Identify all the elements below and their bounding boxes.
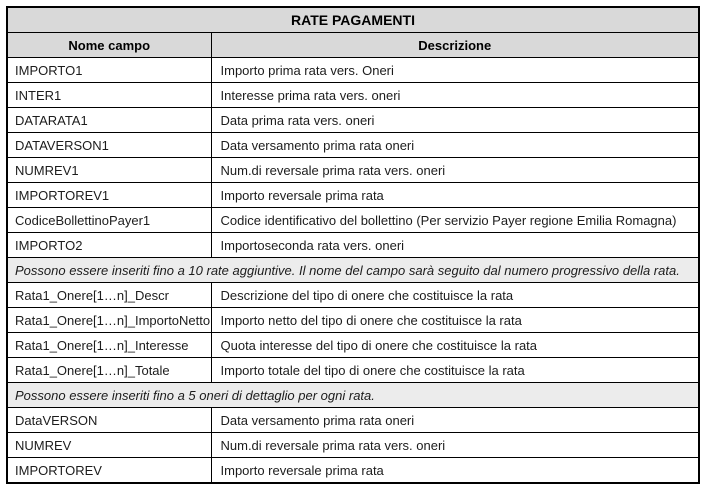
field-description-cell: Importo prima rata vers. Oneri: [211, 58, 699, 83]
table-body: [7, 58, 699, 484]
column-header-row: [7, 33, 699, 58]
field-description-cell: Quota interesse del tipo di onere che costituisce la rata: [211, 333, 699, 358]
column-header-nome-campo: Nome campo: [7, 33, 211, 58]
field-description-cell: Num.di reversale prima rata vers. oneri: [211, 158, 699, 183]
field-name-cell: Rata1_Onere[1…n]_Totale: [7, 358, 211, 383]
field-name-cell: DATARATA1: [7, 108, 211, 133]
table-row: [7, 158, 699, 183]
field-description-cell: Data versamento prima rata oneri: [211, 133, 699, 158]
field-name-cell: Rata1_Onere[1…n]_Descr: [7, 283, 211, 308]
column-header-descrizione: Descrizione: [211, 33, 699, 58]
note-text: Possono essere inseriti fino a 5 oneri di dettaglio per ogni rata.: [7, 383, 699, 408]
field-description-cell: Codice identificativo del bollettino (Per servizio Payer regione Emilia Romagna): [211, 208, 699, 233]
field-name-cell: IMPORTO1: [7, 58, 211, 83]
field-name-cell: IMPORTO2: [7, 233, 211, 258]
field-name-cell: NUMREV1: [7, 158, 211, 183]
field-name-cell: IMPORTOREV1: [7, 183, 211, 208]
table-row: [7, 283, 699, 308]
field-description-cell: Importo netto del tipo di onere che costituisce la rata: [211, 308, 699, 333]
table-row: [7, 133, 699, 158]
table-row: [7, 333, 699, 358]
note-row: [7, 258, 699, 283]
table-row: [7, 58, 699, 83]
field-name-cell: DataVERSON: [7, 408, 211, 433]
field-name-cell: CodiceBollettinoPayer1: [7, 208, 211, 233]
field-description-cell: Importo totale del tipo di onere che costituisce la rata: [211, 358, 699, 383]
table-row: [7, 233, 699, 258]
table-row: [7, 183, 699, 208]
field-name-cell: Rata1_Onere[1…n]_ImportoNetto: [7, 308, 211, 333]
field-description-cell: Importoseconda rata vers. oneri: [211, 233, 699, 258]
table-row: [7, 83, 699, 108]
table-title-row: [7, 7, 699, 33]
field-name-cell: INTER1: [7, 83, 211, 108]
table-row: [7, 308, 699, 333]
field-name-cell: DATAVERSON1: [7, 133, 211, 158]
table-row: [7, 208, 699, 233]
table-row: [7, 358, 699, 383]
field-description-cell: Importo reversale prima rata: [211, 183, 699, 208]
field-name-cell: Rata1_Onere[1…n]_Interesse: [7, 333, 211, 358]
table-row: [7, 433, 699, 458]
field-description-cell: Data prima rata vers. oneri: [211, 108, 699, 133]
field-name-cell: IMPORTOREV: [7, 458, 211, 484]
table-row: [7, 408, 699, 433]
field-description-cell: Descrizione del tipo di onere che costituisce la rata: [211, 283, 699, 308]
field-description-cell: Num.di reversale prima rata vers. oneri: [211, 433, 699, 458]
field-description-cell: Interesse prima rata vers. oneri: [211, 83, 699, 108]
note-text: Possono essere inseriti fino a 10 rate aggiuntive. Il nome del campo sarà seguito dal numero progressivo della rata.: [7, 258, 699, 283]
note-row: [7, 383, 699, 408]
field-description-cell: Data versamento prima rata oneri: [211, 408, 699, 433]
field-description-cell: Importo reversale prima rata: [211, 458, 699, 484]
rate-pagamenti-table: [6, 6, 700, 484]
table-row: [7, 108, 699, 133]
field-name-cell: NUMREV: [7, 433, 211, 458]
table-title: RATE PAGAMENTI: [7, 7, 699, 33]
table-row: [7, 458, 699, 484]
